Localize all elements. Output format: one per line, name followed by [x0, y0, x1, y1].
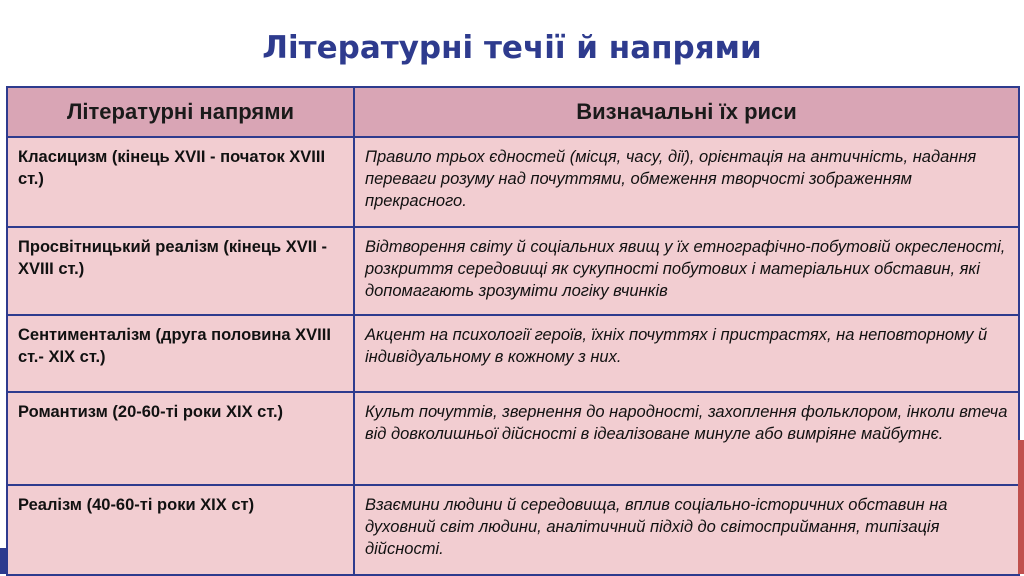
directions-table [6, 86, 1020, 576]
traits-cell: Відтворення світу й соціальних явищ у їх етнографічно-побутовій окресленості, розкриття середовищі як сукупності побутових і матеріальних обставин, які допомагають зрозуміти логіку вчинків [354, 227, 1019, 315]
direction-cell: Романтизм (20-60-ті роки XIX ст.) [7, 392, 354, 485]
direction-cell: Реалізм (40-60-ті роки XIX ст) [7, 485, 354, 575]
direction-cell: Сентименталізм (друга половина XVIII ст.- XIX ст.) [7, 315, 354, 392]
table-row [7, 485, 1019, 575]
page-title: Літературні течії й напрями [262, 30, 762, 66]
table-row [7, 137, 1019, 227]
table-header-row [7, 87, 1019, 137]
traits-cell: Правило трьох єдностей (місця, часу, дії), орієнтація на античність, надання переваги розуму над почуттями, обмеження творчості зображенням прекрасного. [354, 137, 1019, 227]
accent-bar-left [0, 548, 6, 574]
header-directions: Літературні напрями [7, 87, 354, 137]
table-row [7, 392, 1019, 485]
traits-cell: Культ почуттів, звернення до народності, захоплення фольклором, інколи втеча від довколишньої дійсності в ідеалізоване минуле або вимріяне майбутнє. [354, 392, 1019, 485]
table-row [7, 315, 1019, 392]
direction-cell: Класицизм (кінець XVII - початок XVIII ст.) [7, 137, 354, 227]
table-row [7, 227, 1019, 315]
direction-cell: Просвітницький реалізм (кінець XVII - XVIII ст.) [7, 227, 354, 315]
traits-cell: Взаємини людини й середовища, вплив соціально-історичних обставин на духовний світ людини, аналітичний підхід до світосприймання, типізація дійсності. [354, 485, 1019, 575]
traits-cell: Акцент на психології героїв, їхніх почуттях і пристрастях, на неповторному й індивідуальному в кожному з них. [354, 315, 1019, 392]
accent-bar [1018, 440, 1024, 574]
header-traits: Визначальні їх риси [354, 87, 1019, 137]
